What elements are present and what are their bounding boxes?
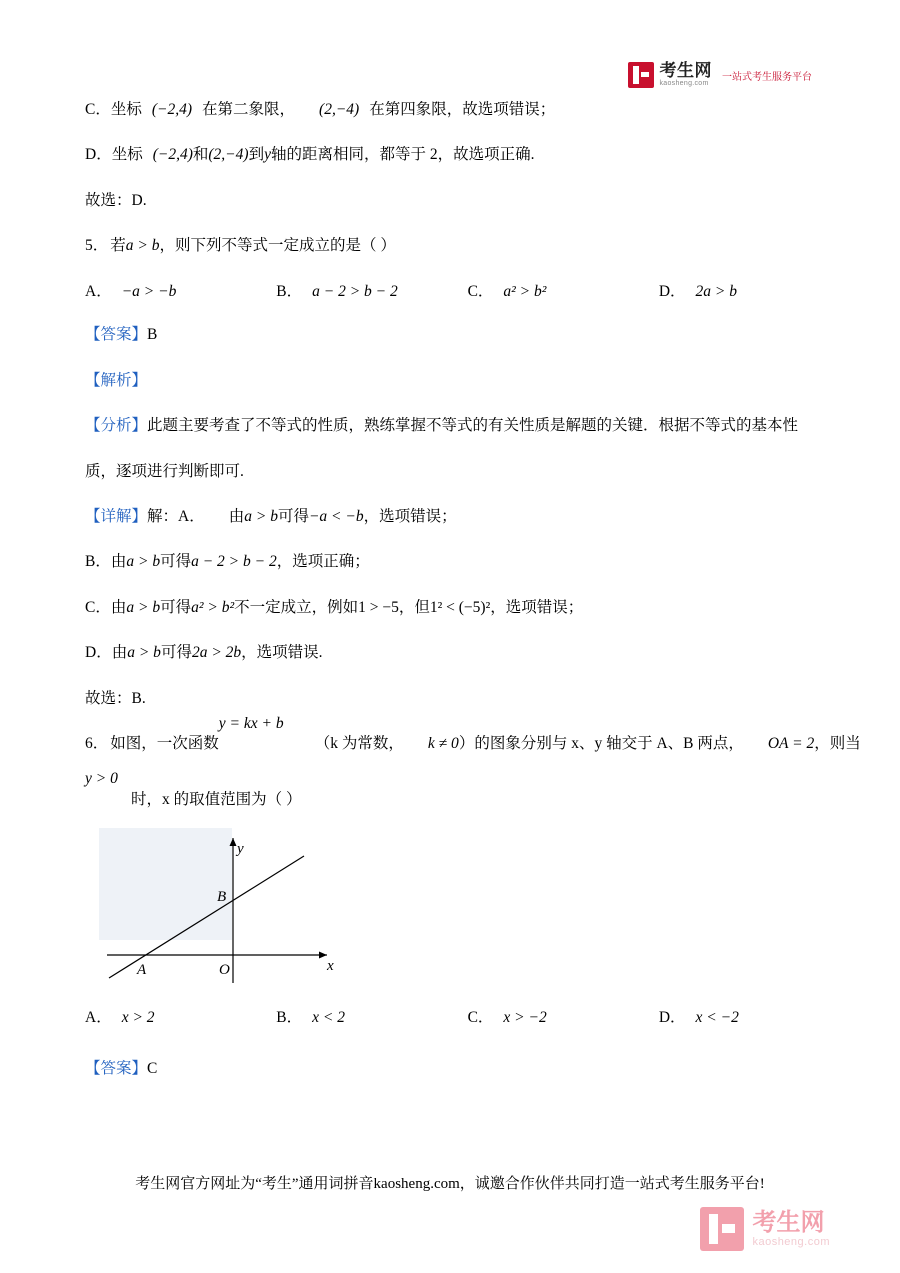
q5-c-m3: 1 > −5 [358, 598, 399, 616]
q5-fenxi-line2: 质，逐项进行判断即可. [85, 462, 244, 480]
q6-answer-tag: 【答案】 [85, 1060, 148, 1078]
q4-d-axis: y [264, 146, 271, 164]
q4-option-d-line [85, 140, 815, 169]
q6-cond: y > 0 [85, 770, 118, 788]
q5-xiangjie-tag: 【详解】 [85, 507, 148, 525]
q4-answer-line: 故选：D. [85, 191, 147, 209]
q4-c-end: 在第四象限，故选项错误； [369, 101, 556, 118]
q6-option-c-text: x > −2 [503, 1009, 547, 1026]
q6-option-a-text: x > 2 [121, 1009, 155, 1026]
q5-b-end: ，选项正确； [276, 553, 370, 571]
q6-option-c[interactable] [468, 1003, 659, 1032]
q6-figure [99, 828, 359, 993]
q4-d-end: 轴的距离相同，都等于 2，故选项正确. [270, 146, 535, 164]
q5-d-m2: 2a > 2b [191, 644, 242, 662]
q6-stem-line2 [85, 770, 815, 814]
q5-options [85, 277, 815, 306]
q4-d-coord2: (2,−4) [208, 146, 249, 164]
q6-option-b-label: B． [276, 1009, 303, 1026]
q5-a-m2: −a < −b [308, 507, 364, 525]
q5-option-a-text: −a > −b [121, 282, 177, 300]
q5-c-end: ，选项错误； [490, 598, 584, 616]
q5-stem-post: ，则下列不等式一定成立的是（ ） [159, 237, 396, 255]
q5-option-c-label: C． [467, 282, 494, 300]
q5-fenxi-text-1: 此题主要考查了不等式的性质，熟练掌握不等式的有关性质是解题的关键．根据不等式的基本性 [147, 417, 799, 435]
q6-answer-value: C [147, 1060, 158, 1078]
logo-slogan: 一站式考生服务平台 [722, 71, 812, 83]
q5-number: 5． [85, 237, 109, 255]
q5-detail-c [85, 593, 815, 622]
q5-option-a[interactable] [85, 277, 276, 306]
q6-option-d-text: x < −2 [695, 1009, 739, 1026]
q6-option-d[interactable] [659, 1003, 815, 1032]
q5-option-d-label: D． [658, 282, 686, 300]
q6-stem-k2: k ≠ 0 [427, 735, 459, 753]
q5-final-line: 故选：B. [85, 689, 146, 707]
q5-a-m1: a > b [244, 507, 278, 525]
q5-stem-pre: 若 [110, 237, 126, 255]
q4-option-d-label: D．坐标 [85, 146, 143, 164]
q5-c-mid2: 不一定成立，例如 [234, 598, 359, 616]
q6-formula: y = kx + b [218, 714, 284, 732]
logo-title: 考生网 [659, 61, 712, 81]
footer-logo-title: 考生网 [752, 1208, 825, 1236]
q5-analysis-tag [85, 366, 815, 395]
q5-option-b-label: B． [276, 282, 303, 300]
q6-option-c-label: C． [467, 1009, 494, 1026]
q6-stem-k: （k 为常数， [314, 735, 404, 753]
q6-stem-tail: 时，x 的取值范围为（ ） [131, 790, 302, 808]
q5-b-pre: 由 [110, 553, 127, 571]
q5-a-mid: 可得 [277, 507, 309, 525]
q5-xiangjie-lead: 解：A． [147, 507, 205, 525]
q5-c-m2: a² > b² [191, 598, 235, 616]
q5-option-a-label: A． [85, 282, 112, 300]
q4-d-coord1: (−2,4) [152, 146, 193, 164]
q5-option-c-text: a² > b² [503, 282, 547, 300]
q5-c-label: C． [85, 598, 111, 616]
q5-answer-value: B [147, 326, 158, 344]
q5-answer-line [85, 320, 815, 349]
q5-detail-b [85, 547, 815, 576]
q5-detail-d [85, 638, 815, 667]
q5-option-b[interactable] [276, 277, 467, 306]
axis-label-y: y [237, 841, 244, 857]
q5-d-pre: 由 [111, 644, 128, 662]
q5-c-mid: 可得 [160, 598, 192, 616]
q6-option-b-text: x < 2 [312, 1009, 345, 1026]
q5-b-mid: 可得 [160, 553, 192, 571]
q6-stem-post: ，则当 [814, 735, 861, 753]
q5-analysis-label: 【解析】 [85, 371, 148, 389]
q5-b-m2: a − 2 > b − 2 [191, 553, 277, 571]
q6-option-a[interactable] [85, 1003, 276, 1032]
q6-option-b[interactable] [276, 1003, 467, 1032]
q4-option-c-line [85, 95, 815, 124]
footer-watermark [700, 1207, 830, 1251]
q6-option-d-label: D． [658, 1009, 686, 1026]
q4-c-coord1: (−2,4) [151, 101, 193, 118]
q6-options [85, 1003, 815, 1032]
q6-answer-line [85, 1054, 815, 1083]
q5-c-m1: a > b [126, 598, 161, 616]
q6-stem-mid: ）的图象分别与 x、y 轴交于 A、B 两点， [458, 735, 744, 753]
point-label-A: A [137, 962, 147, 978]
q4-d-mid: 到 [248, 146, 265, 164]
origin-label-O: O [219, 962, 230, 978]
q6-stem-line1 [85, 714, 861, 758]
q5-d-mid: 可得 [160, 644, 192, 662]
q4-c-mid: 在第二象限， [202, 101, 296, 118]
q5-d-m1: a > b [127, 644, 161, 662]
q4-option-c-label: C．坐标 [85, 101, 142, 118]
q5-b-label: B． [85, 553, 111, 571]
q5-option-d[interactable] [659, 277, 815, 306]
q5-stem [85, 231, 815, 260]
q6-stem-pre: 如图，一次函数 [110, 735, 219, 753]
point-label-B: B [217, 889, 227, 905]
footer-note: 考生网官方网址为“考生”通用词拼音kaosheng.com，诚邀合作伙伴共同打造一站式考生服务平台! [135, 1176, 765, 1192]
document-content [85, 0, 861, 1084]
q5-xiangjie-a [85, 502, 815, 531]
footer-logo-domain: kaosheng.com [752, 1236, 830, 1249]
footer-logo-text [752, 1210, 830, 1248]
kaosheng-watermark-icon [700, 1207, 744, 1251]
logo-domain: kaosheng.com [659, 80, 709, 88]
q5-answer-tag: 【答案】 [85, 326, 148, 344]
q5-option-b-text: a − 2 > b − 2 [312, 282, 398, 300]
q6-stem-oa: OA = 2 [767, 735, 815, 753]
q5-option-d-text: 2a > b [695, 282, 738, 300]
q5-c-pre: 由 [110, 598, 127, 616]
q4-c-coord2: (2,−4) [319, 101, 360, 118]
q5-a-end: ，选项错误； [363, 507, 457, 525]
q5-c-mid3: ，但 [398, 598, 430, 616]
q5-b-m1: a > b [126, 553, 161, 571]
q5-fenxi-line1 [85, 411, 815, 440]
q6-option-a-label: A． [85, 1009, 112, 1026]
q5-c-m4: 1² < (−5)² [429, 598, 491, 616]
q5-option-c[interactable] [468, 277, 659, 306]
q6-number: 6． [85, 735, 109, 753]
q5-stem-math: a > b [125, 237, 160, 255]
axis-label-x: x [327, 958, 334, 974]
q5-fenxi-tag: 【分析】 [85, 417, 148, 435]
q5-a-pre: 由 [228, 507, 245, 525]
q5-d-label: D． [85, 644, 112, 662]
q4-d-and: 和 [192, 146, 209, 164]
q5-d-end: ，选项错误. [241, 644, 323, 662]
